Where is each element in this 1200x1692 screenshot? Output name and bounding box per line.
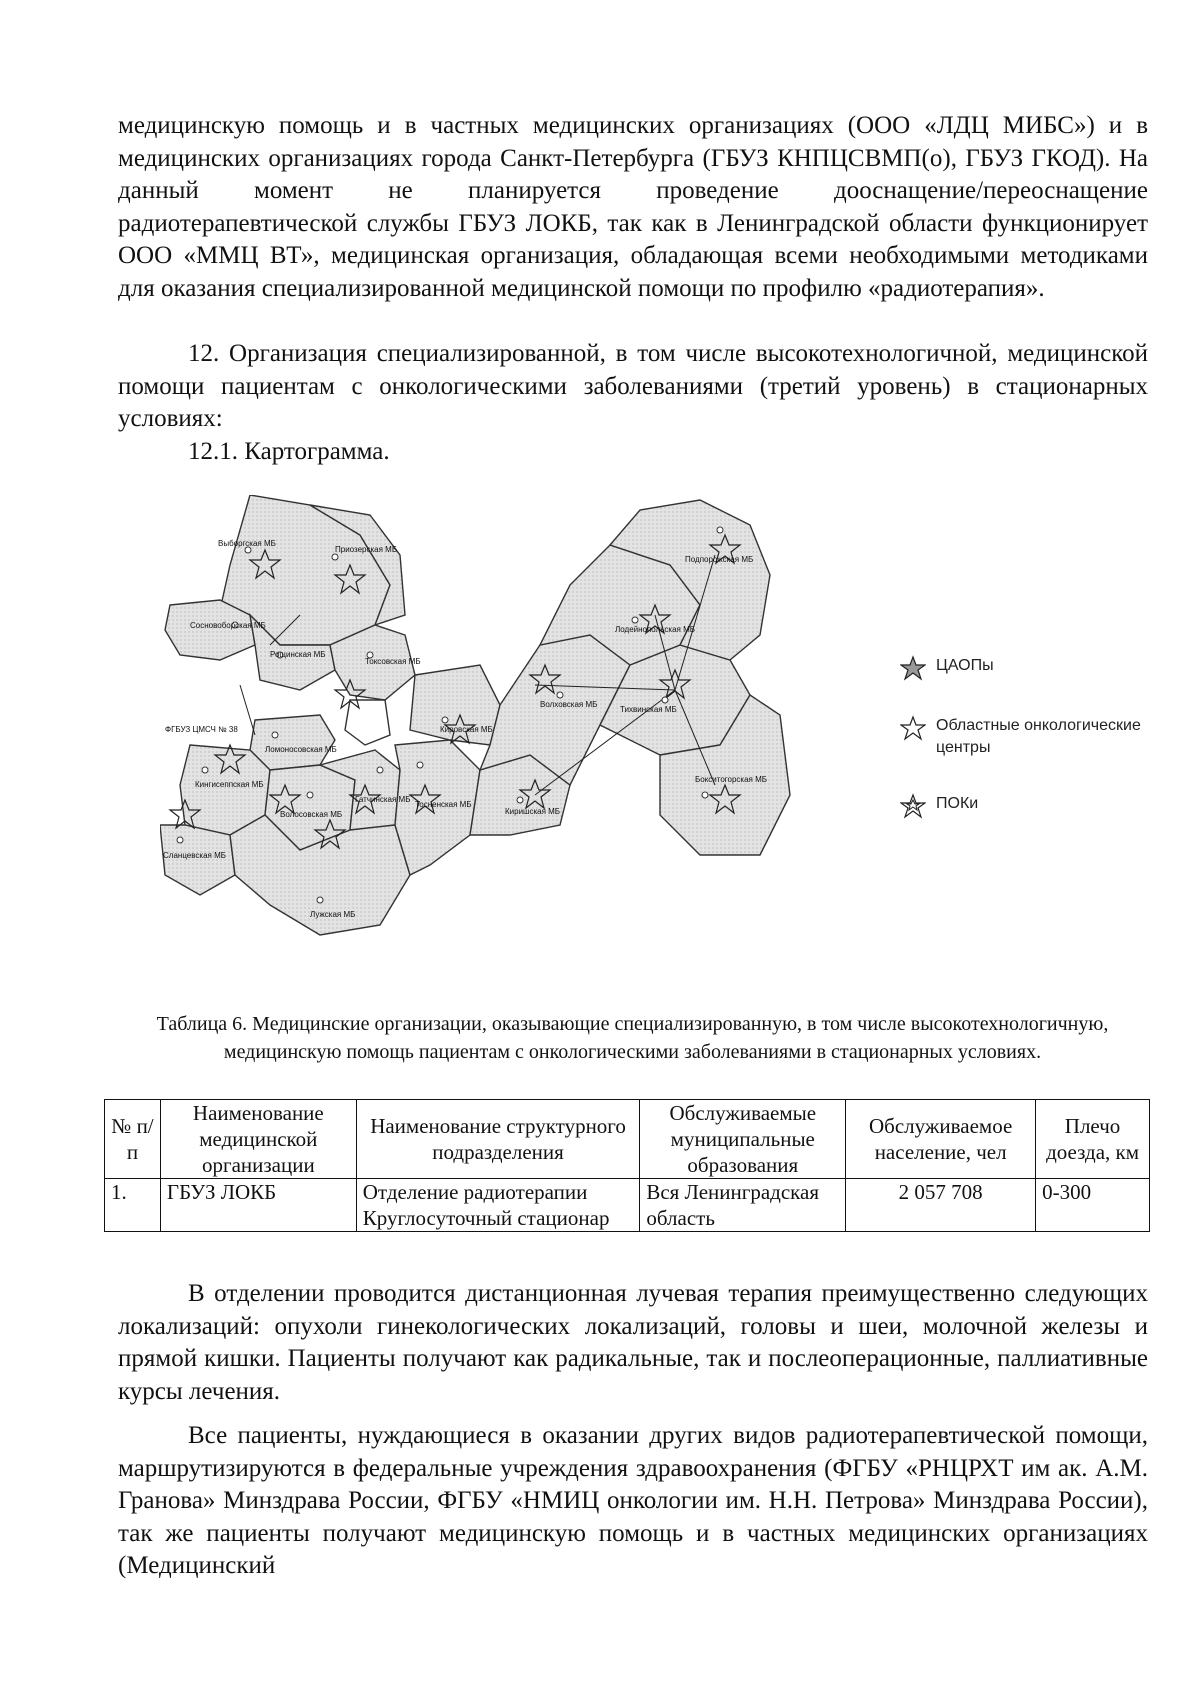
- map-label-kirishi: Киришская МБ: [505, 807, 561, 816]
- cell-number: 1.: [105, 1179, 161, 1232]
- map-label-tikhvin: Тихвинская МБ: [620, 705, 677, 714]
- paragraph-routing: Все пациенты, нуждающиеся в оказании других видов радиотерапевтической помощи, маршрутизируются в федеральные учреждения здравоохранения (ФГБУ «РНЦРХТ им ак. А.М. Гранова» Минздрава России, ФГБУ «НМИЦ онкологии им. Н.Н. Петрова» Минздрава России), так же пациенты получают медицинскую помощь и в частных медицинских организациях (Медицинский: [118, 1422, 1148, 1579]
- cell-population: 2 057 708: [846, 1179, 1036, 1232]
- table-caption: Таблица 6. Медицинские организации, оказывающие специализированную, в том числе высокотехнологичную, медицинскую помощь пациентам с онкологическими заболеваниями в стационарных условиях.: [156, 1013, 1109, 1063]
- map-label-lomonosov: Ломоносовская МБ: [265, 745, 337, 754]
- organizations-table: [104, 1099, 1150, 1232]
- region-kirovsk: [410, 665, 500, 745]
- map-label-sosnovy-bor: Сосновоборская МБ: [190, 621, 266, 630]
- region-shapes: [160, 495, 790, 935]
- star-filled-icon: [900, 655, 926, 681]
- header-number: № п/п: [105, 1100, 161, 1179]
- map-label-slantsy: Сланцевская МБ: [163, 851, 227, 860]
- subsection-heading-12-1: 12.1. Картограмма.: [188, 438, 390, 465]
- cell-department: Отделение радиотерапии Круглосуточный стационар: [356, 1179, 640, 1232]
- map-label-roshchino: Рощинская МБ: [270, 650, 326, 659]
- star-double-icon: [900, 793, 926, 819]
- map-legend: [900, 655, 1160, 853]
- region-lomonosov: [250, 715, 335, 770]
- legend-label-pok: ПОКи: [936, 795, 979, 812]
- header-population: Обслуживаемое население, чел: [846, 1100, 1036, 1179]
- map-label-podporozhye: Подпорожская МБ: [685, 555, 754, 564]
- map-label-toksovo: Токсовская МБ: [365, 657, 421, 666]
- map-label-luga: Лужская МБ: [310, 910, 356, 919]
- legend-item-caop: [900, 655, 1160, 681]
- map-label-gatchina: Гатчинская МБ: [355, 795, 411, 804]
- region-tosno: [395, 740, 480, 875]
- paragraph-section-12: 12. Организация специализированной, в том числе высокотехнологичной, медицинской помощи пациентам с онкологическими заболеваниями (третий уровень) в стационарных условиях:: [118, 340, 1148, 432]
- header-municipalities: Обслуживаемые муниципальные образования: [640, 1100, 846, 1179]
- legend-label-caop: ЦАОПы: [936, 657, 994, 674]
- map-label-cmsch38: ФГБУЗ ЦМСЧ № 38: [165, 725, 238, 734]
- region-slantsy: [160, 825, 235, 895]
- map-label-boksitogorsk: Бокситогорская МБ: [695, 775, 768, 784]
- map-label-kingisepp: Кингисеппская МБ: [195, 780, 264, 789]
- star-outline-icon: [900, 715, 926, 741]
- header-department: Наименование структурного подразделения: [356, 1100, 640, 1179]
- map-label-tosno: Тосненская МБ: [415, 800, 472, 809]
- map-label-lodeynoye-pole: Лодейнопольская МБ: [615, 625, 696, 634]
- cell-municipalities: Вся Ленинградская область: [640, 1179, 846, 1232]
- paragraph-continuation: медицинскую помощь и в частных медицинских организациях (ООО «ЛДЦ МИБС») и в медицинских организациях города Санкт-Петербурга (ГБУЗ КНПЦСВМП(о), ГБУЗ ГКОД). На данный момент не планируется проведение дооснащение/переоснащение радиотерапевтической службы ГБУЗ ЛОКБ, так как в Ленинградской области функционирует ООО «ММЦ ВТ», медицинская организация, обладающая всеми необходимыми методиками для оказания специализированной медицинской помощи по профилю «радиотерапия».: [118, 112, 1148, 302]
- map-label-volosovo: Волосовская МБ: [280, 810, 343, 819]
- cell-organization: ГБУЗ ЛОКБ: [160, 1179, 356, 1232]
- paragraph-radiotherapy: В отделении проводится дистанционная лучевая терапия преимущественно следующих локализаций: опухоли гинекологических локализаций, головы и шеи, молочной железы и прямой кишки. Пациенты получают как радикальные, так и послеоперационные, паллиативные курсы лечения.: [118, 1280, 1148, 1405]
- cell-distance: 0-300: [1036, 1179, 1150, 1232]
- cartogram-map: [160, 495, 900, 1005]
- table-row: [105, 1179, 1150, 1232]
- region-spb-center: [345, 700, 390, 745]
- map-label-priozersk: Приозерская МБ: [335, 545, 398, 554]
- header-distance: Плечо доезда, км: [1036, 1100, 1150, 1179]
- legend-label-regional-centers: Областные онкологические центры: [936, 717, 1141, 756]
- map-label-volkhov: Волховская МБ: [540, 700, 598, 709]
- header-organization: Наименование медицинской организации: [160, 1100, 356, 1179]
- region-map-svg: [160, 495, 900, 1005]
- map-label-kirovsk: Кировская МБ: [440, 725, 493, 734]
- legend-item-pok: [900, 793, 1160, 819]
- legend-item-regional-centers: [900, 715, 1160, 759]
- table-header-row: [105, 1100, 1150, 1179]
- map-label-vyborg: Выборгская МБ: [218, 539, 276, 548]
